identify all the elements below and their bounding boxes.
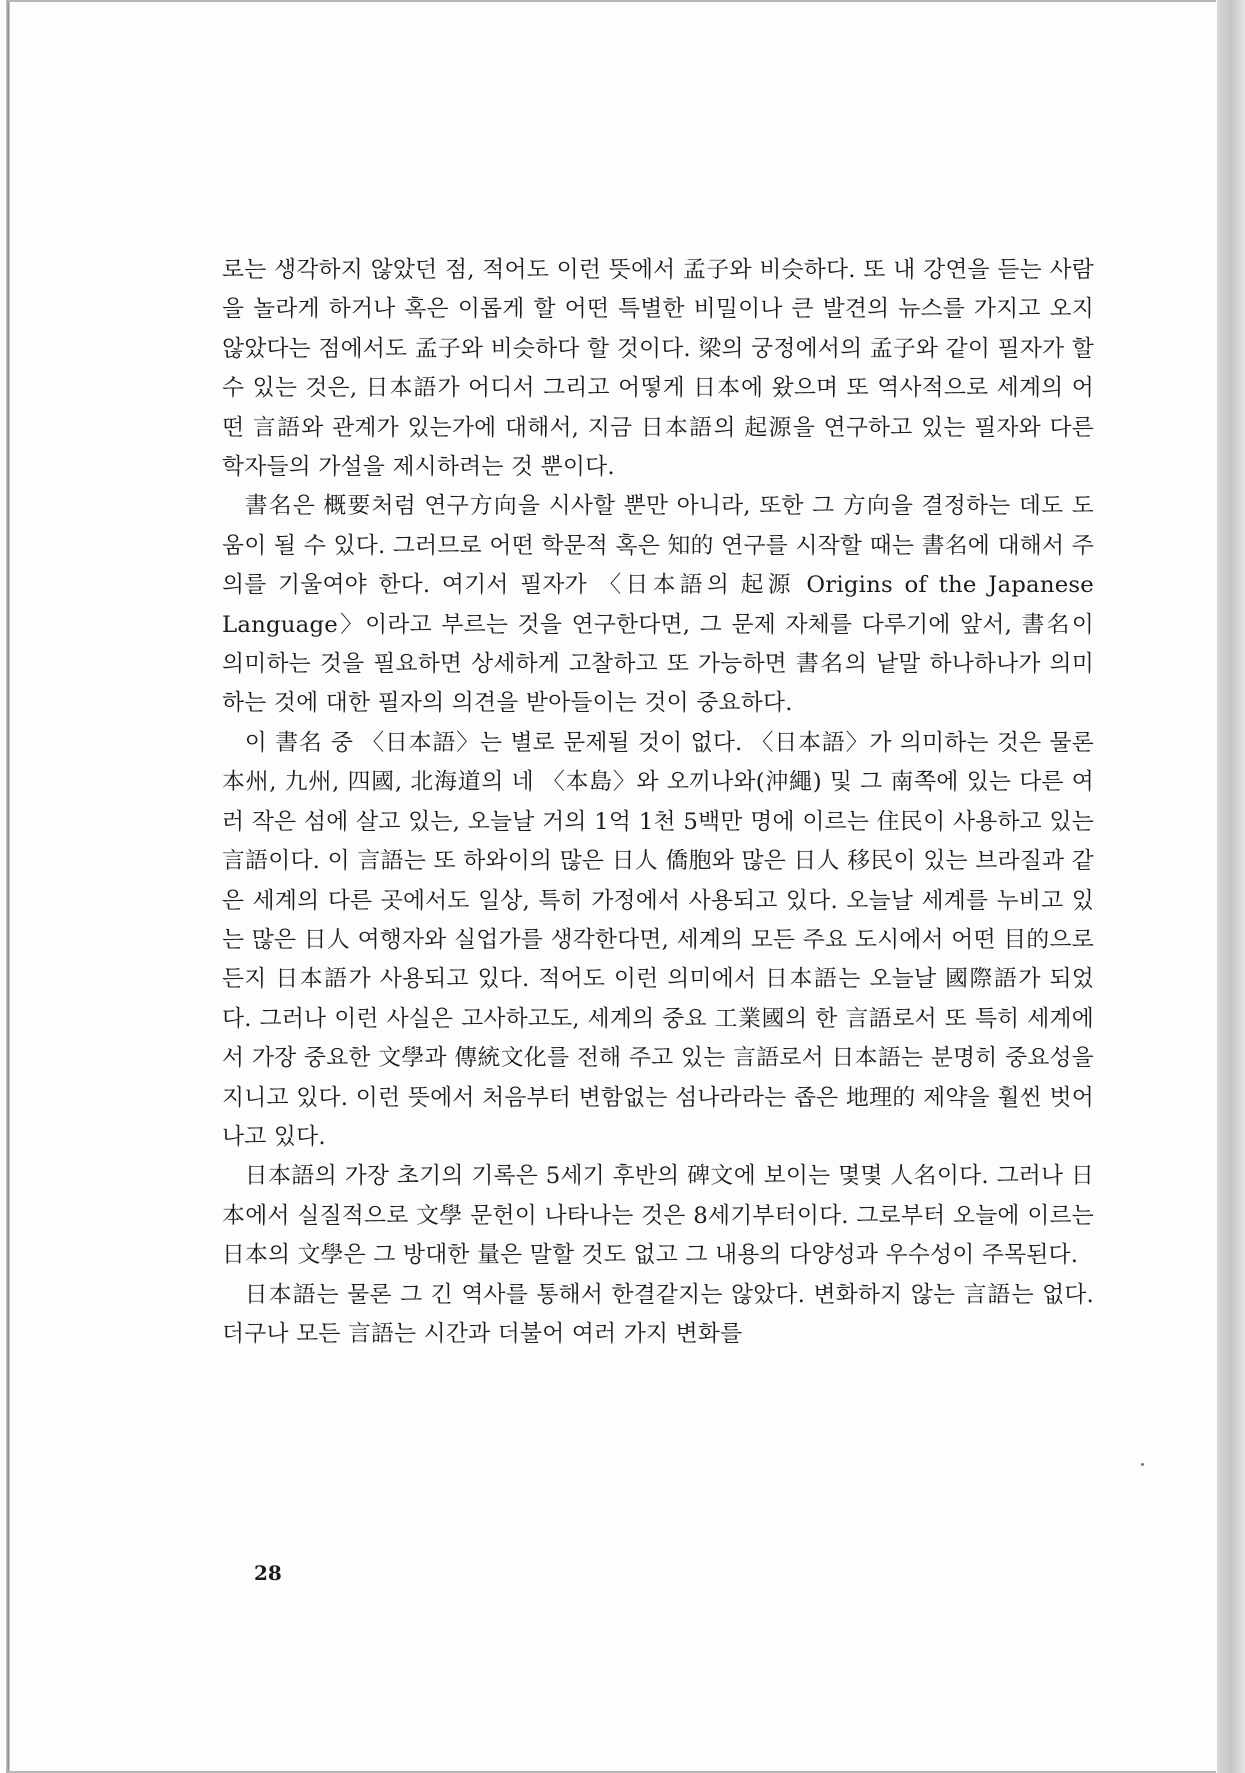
paragraph-4: 日本語의 가장 초기의 기록은 5세기 후반의 碑文에 보이는 몇몇 人名이다. 그러나 日本에서 실질적으로 文學 문헌이 나타나는 것은 8세기부터이다. 그로부터 오늘에 이르는 日本의 文學은 그 방대한 量은 말할 것도 없고 그 내용의 다양성과 우수성이 주목된다.	[222, 1163, 1094, 1269]
body-text	[222, 251, 1094, 1354]
paragraph-1: 로는 생각하지 않았던 점, 적어도 이런 뜻에서 孟子와 비슷하다. 또 내 강연을 듣는 사람을 놀라게 하거나 혹은 이롭게 할 어떤 특별한 비밀이나 큰 발견의 뉴스를 가지고 오지 않았다는 점에서도 孟子와 비슷하다 할 것이다. 梁의 궁정에서의 孟子와 같이 필자가 할 수 있는 것은, 日本語가 어디서 그리고 어떻게 日本에 왔으며 또 역사적으로 세계의 어떤 言語와 관계가 있는가에 대해서, 지금 日本語의 起源을 연구하고 있는 필자와 다른 학자들의 가설을 제시하려는 것 뿐이다.	[222, 257, 1094, 481]
paragraph-2: 書名은 概要처럼 연구方向을 시사할 뿐만 아니라, 또한 그 方向을 결정하는 데도 도움이 될 수 있다. 그러므로 어떤 학문적 혹은 知的 연구를 시작할 때는 書名에 대해서 주의를 기울여야 한다. 여기서 필자가 〈日本語의 起源 Origins of the Japanese Language〉이라고 부르는 것을 연구한다면, 그 문제 자체를 다루기에 앞서, 書名이 의미하는 것을 필요하면 상세하게 고찰하고 또 가능하면 書名의 낱말 하나하나가 의미하는 것에 대한 필자의 의견을 받아들이는 것이 중요하다.	[222, 493, 1094, 717]
scan-speck	[1141, 1463, 1144, 1466]
page-right-edge	[1217, 0, 1245, 1773]
paragraph-5: 日本語는 물론 그 긴 역사를 통해서 한결같지는 않았다. 변화하지 않는 言語는 없다. 더구나 모든 言語는 시간과 더불어 여러 가지 변화를	[222, 1281, 1094, 1347]
page-left-edge	[6, 0, 10, 1773]
page-number: 28	[254, 1561, 282, 1585]
page-top-edge	[6, 0, 1216, 2]
paragraph-3: 이 書名 중 〈日本語〉는 별로 문제될 것이 없다. 〈日本語〉가 의미하는 것은 물론 本州, 九州, 四國, 北海道의 네 〈本島〉와 오끼나와(沖繩) 및 그 南쪽에 있는 다른 여러 작은 섬에 살고 있는, 오늘날 거의 1억 1천 5백만 명에 이르는 住民이 사용하고 있는 言語이다. 이 言語는 또 하와이의 많은 日人 僑胞와 많은 日人 移民이 있는 브라질과 같은 세계의 다른 곳에서도 일상, 특히 가정에서 사용되고 있다. 오늘날 세계를 누비고 있는 많은 日人 여행자와 실업가를 생각한다면, 세계의 모든 주요 도시에서 어떤 目的으로든지 日本語가 사용되고 있다. 적어도 이런 의미에서 日本語는 오늘날 國際語가 되었다. 그러나 이런 사실은 고사하고도, 세계의 중요 工業國의 한 言語로서 또 특히 세계에서 가장 중요한 文學과 傳統文化를 전해 주고 있는 言語로서 日本語는 분명히 중요성을 지니고 있다. 이런 뜻에서 처음부터 변함없는 섬나라라는 좁은 地理的 제약을 훨씬 벗어나고 있다.	[222, 729, 1094, 1150]
